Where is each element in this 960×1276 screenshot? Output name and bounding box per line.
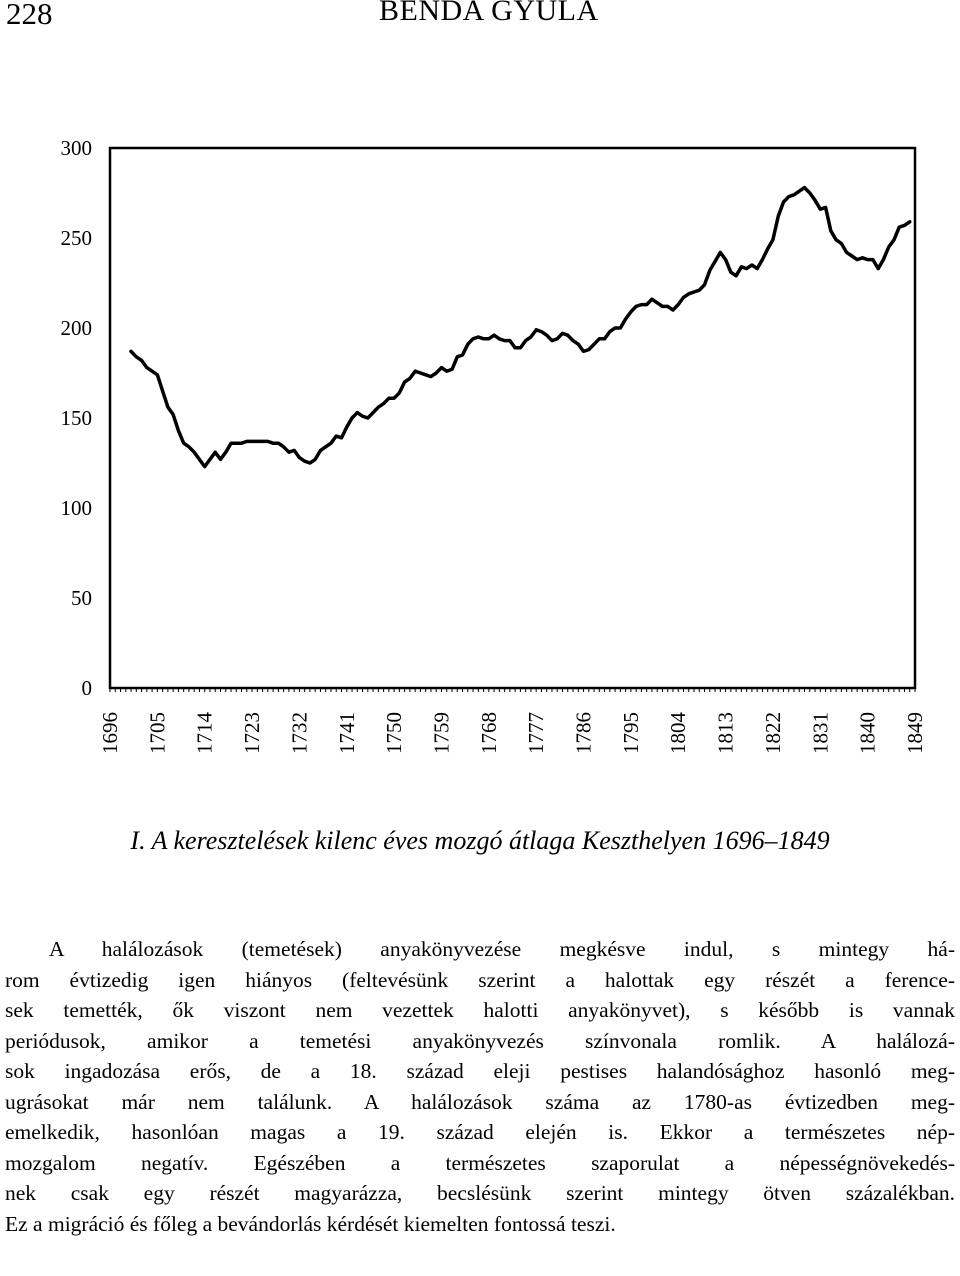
- series-line: [131, 188, 910, 467]
- x-tick-label: 1849: [903, 712, 927, 754]
- body-line: emelkedik, hasonlóan magas a 19. század elején is. Ekkor a természetes nép-: [5, 1120, 955, 1144]
- plot-frame: [110, 148, 915, 688]
- y-tick-label: 200: [60, 316, 92, 340]
- body-line: periódusok, amikor a temetési anyakönyvezés színvonala romlik. A halálozá-: [5, 1028, 955, 1053]
- body-line: rom évtizedig igen hiányos (feltevésünk szerint a halottak egy részét a ference-: [5, 967, 955, 992]
- running-head: BENDA GYULA: [379, 0, 599, 27]
- page-number: 228: [6, 0, 53, 31]
- body-line: nek csak egy részét magyarázza, becslésünk szerint mintegy ötven százalékban.: [5, 1181, 955, 1205]
- x-tick-label: 1723: [240, 712, 265, 754]
- x-axis-labels: [98, 712, 927, 755]
- x-tick-label: 1696: [98, 712, 122, 754]
- baptism-moving-average-chart: [0, 120, 960, 760]
- body-line: sok ingadozása erős, de a 18. század eleji pestises halandósághoz hasonló meg-: [5, 1059, 955, 1083]
- x-tick-label: 1822: [760, 712, 785, 754]
- y-tick-label: 100: [60, 496, 92, 520]
- x-tick-label: 1732: [287, 712, 312, 754]
- y-tick-label: 150: [60, 406, 92, 430]
- body-paragraph: [5, 934, 955, 1239]
- y-axis-labels: [61, 136, 93, 700]
- figure-caption: I. A keresztelések kilenc éves mozgó átlaga Keszthelyen 1696–1849: [130, 826, 830, 855]
- body-line: Ez a migráció és főleg a bevándorlás kérdését kiemelten fontossá teszi.: [5, 1211, 616, 1236]
- y-tick-label: 0: [81, 676, 92, 700]
- body-line: A halálozások (temetések) anyakönyvezése megkésve indul, s mintegy há-: [49, 937, 955, 961]
- x-tick-label: 1813: [713, 712, 738, 754]
- y-tick-label: 300: [60, 136, 92, 160]
- y-tick-label: 50: [71, 586, 92, 610]
- x-tick-label: 1768: [476, 712, 501, 754]
- x-tick-label: 1831: [808, 712, 833, 754]
- body-line: sek temették, ők viszont nem vezettek halotti anyakönyvet), s később is vannak: [5, 998, 955, 1022]
- x-tick-label: 1759: [429, 712, 454, 754]
- y-tick-label: 250: [60, 226, 92, 250]
- x-tick-label: 1741: [334, 712, 359, 754]
- x-tick-label: 1750: [382, 712, 407, 754]
- x-tick-label: 1786: [571, 712, 596, 754]
- x-tick-label: 1705: [145, 712, 170, 754]
- x-tick-label: 1714: [192, 712, 217, 754]
- body-line: ugrásokat már nem találunk. A halálozások száma az 1780-as évtizedben meg-: [5, 1089, 955, 1114]
- body-line: mozgalom negatív. Egészében a természetes szaporulat a népességnövekedés-: [5, 1150, 955, 1175]
- x-tick-label: 1777: [524, 712, 549, 754]
- x-tick-label: 1840: [855, 712, 880, 754]
- x-tick-label: 1804: [666, 712, 691, 754]
- x-tick-label: 1795: [618, 712, 643, 754]
- page-header: [0, 0, 960, 36]
